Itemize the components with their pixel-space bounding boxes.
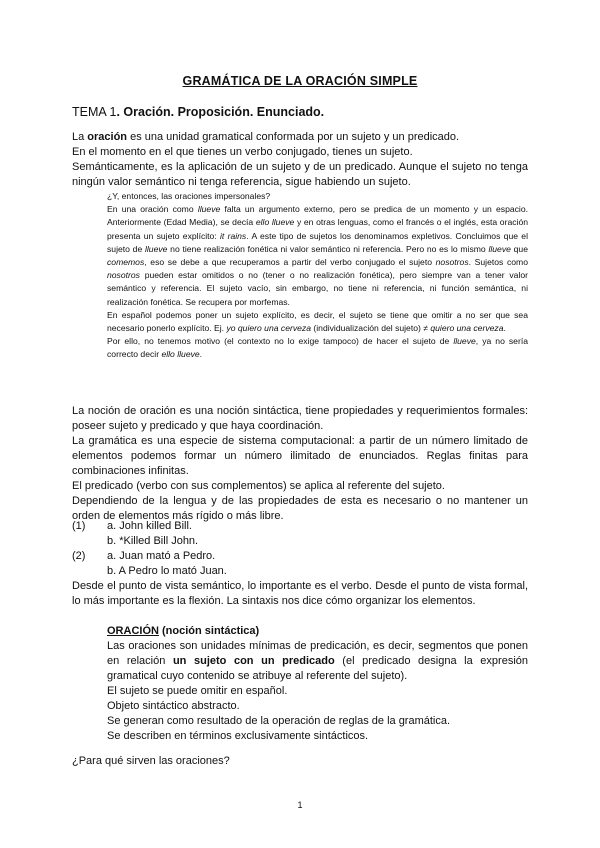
intro-paragraphs <box>72 130 528 190</box>
note-paragraph-2: En español podemos poner un sujeto explícito, es decir, el sujeto se tiene que omitir a no ser que sea necesario ponerlo explícito. Ej. yo quiero una cerveza (individualización del sujeto) ≠ quiero una cerveza. <box>107 309 528 334</box>
intro-p1: La oración es una unidad gramatical conformada por un sujeto y un predicado. <box>72 131 460 143</box>
after-examples-text: Desde el punto de vista semántico, lo importante es el verbo. Desde el punto de vista formal, lo más importante es la flexión. La sintaxis nos dice cómo organizar los elementos. <box>72 580 528 607</box>
section-line-5: Se describen en términos exclusivamente sintácticos. <box>107 730 369 742</box>
example-line-a: a. Juan mató a Pedro. <box>107 550 216 562</box>
page-number: 1 <box>297 800 303 810</box>
section-line-4: Se generan como resultado de la operación de reglas de la gramática. <box>107 715 451 727</box>
example-number: (2) <box>72 550 86 562</box>
term-oracion: oración <box>87 131 128 143</box>
example-line-b: b. A Pedro lo mató Juan. <box>107 565 227 577</box>
tema-prefix: TEMA 1 <box>72 105 117 119</box>
after-examples-paragraph <box>72 579 528 609</box>
page-title: GRAMÁTICA DE LA ORACIÓN SIMPLE <box>182 74 418 88</box>
note-question: ¿Y, entonces, las oraciones impersonales? <box>107 191 271 201</box>
intro-p2: En el momento en el que tienes un verbo conjugado, tienes un sujeto. <box>72 146 413 158</box>
note-block <box>107 190 528 362</box>
section-line-1: Las oraciones son unidades mínimas de predicación, es decir, segmentos que ponen en relación un sujeto con un predicado (el predicado designa la expresión gramatical cuyo contenido se atribuye al referente del sujeto). <box>107 640 529 682</box>
tema-heading: . Oración. Proposición. Enunciado. <box>116 105 325 119</box>
note-paragraph-3: Por ello, no tenemos motivo (el contexto no lo exige tampoco) de hacer el sujeto de llueve, ya no sería correcto decir ello llueve. <box>107 336 528 360</box>
section-line-3: Objeto sintáctico abstracto. <box>107 700 240 712</box>
closing-question <box>72 754 528 769</box>
example-line-a: a. John killed Bill. <box>107 520 192 532</box>
section-heading: ORACIÓN (noción sintáctica) <box>107 625 260 637</box>
oracion-section <box>107 624 528 744</box>
body-p4: Dependiendo de la lengua y de las propiedades de esta es necesario o no mantener un orden de elementos más rígido o más libre. <box>72 495 528 522</box>
example-line-b: b. *Killed Bill John. <box>107 535 199 547</box>
question-text: ¿Para qué sirven las oraciones? <box>72 755 230 767</box>
section-line-2: El sujeto se puede omitir en español. <box>107 685 288 697</box>
note-paragraph-1: En una oración como llueve falta un argumento externo, pero se predica de un momento y un espacio. Anteriormente (Edad Media), se decía ello llueve y en otras lenguas, como el francés o el inglés, esta oración presenta un sujeto explícito: it rains. A este tipo de sujetos los denominamos expletivos. Concluimos que el sujeto de llueve no tiene realización fonética ni valor semántico ni referencia. Pero no es lo mismo llueve que comemos, eso se debe a que recuperamos a partir del verbo conjugado el sujeto nosotros. Sujetos como nosotros pueden estar omitidos o no (tener o no realización fonética), pero siempre van a tener valor semántico y referencia. El sujeto vacío, sin embargo, no tiene ni referencia, ni función semántica, ni realización fonética. Se recupera por morfemas. <box>107 204 528 307</box>
example-number: (1) <box>72 520 86 532</box>
body-p2: La gramática es una especie de sistema computacional: a partir de un número limitado de elementos podemos formar un número ilimitado de enunciados. Reglas finitas para combinaciones infinitas. <box>72 435 528 477</box>
body-p3: El predicado (verbo con sus complementos) se aplica al referente del sujeto. <box>72 480 445 492</box>
section-heading-tema <box>72 105 324 119</box>
body-paragraphs <box>72 404 528 524</box>
intro-p3: Semánticamente, es la aplicación de un sujeto y de un predicado. Aunque el sujeto no tenga ningún valor semántico ni tenga referencia, sigue habiendo un sujeto. <box>72 161 528 188</box>
body-p1: La noción de oración es una noción sintáctica, tiene propiedades y requerimientos formales: poseer sujeto y predicado y que haya coordinación. <box>72 405 528 432</box>
